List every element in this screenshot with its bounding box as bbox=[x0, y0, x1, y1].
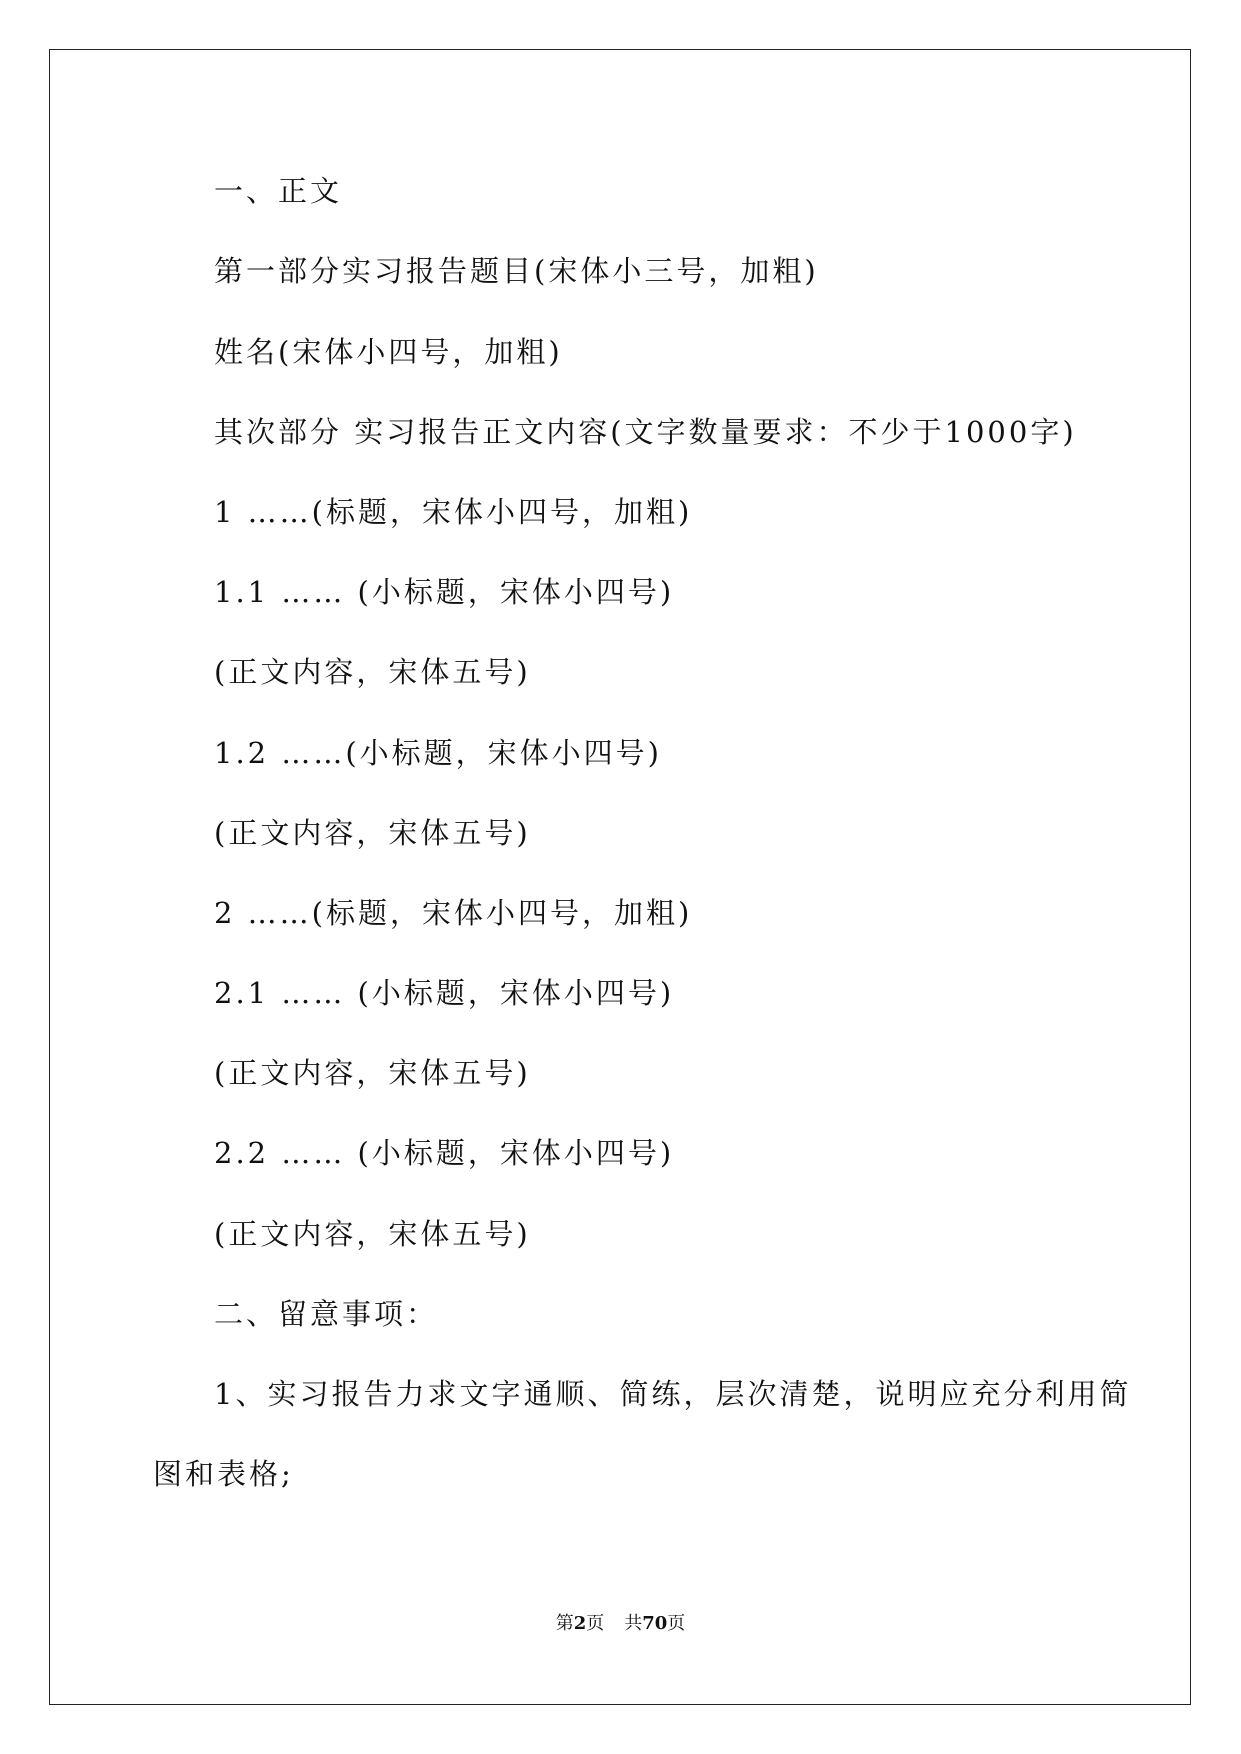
section-heading-body: 一、正文 bbox=[214, 174, 343, 208]
page-prefix: 第 bbox=[555, 1613, 574, 1634]
text-line: (正文内容，宋体五号) bbox=[214, 1217, 531, 1251]
text-line: (正文内容，宋体五号) bbox=[214, 816, 531, 850]
total-prefix: 共 bbox=[624, 1613, 643, 1634]
text-line: 1、实习报告力求文字通顺、简练，层次清楚，说明应充分利用简 bbox=[214, 1377, 1132, 1411]
total-pages: 70 bbox=[642, 1613, 668, 1634]
text-line: 1 ……(标题，宋体小四号，加粗) bbox=[214, 495, 693, 529]
total-suffix: 页 bbox=[667, 1613, 686, 1634]
text-line: 第一部分实习报告题目(宋体小三号，加粗) bbox=[214, 254, 819, 288]
page-footer bbox=[0, 1612, 1241, 1636]
text-line: 其次部分 实习报告正文内容(文字数量要求：不少于1000字) bbox=[214, 415, 1077, 449]
text-line: (正文内容，宋体五号) bbox=[214, 655, 531, 689]
text-line: 姓名(宋体小四号，加粗) bbox=[214, 335, 563, 369]
text-line: 2 ……(标题，宋体小四号，加粗) bbox=[214, 896, 693, 930]
text-line: 2.1 …… (小标题，宋体小四号) bbox=[214, 976, 675, 1010]
text-line: 2.2 …… (小标题，宋体小四号) bbox=[214, 1136, 675, 1170]
text-line: (正文内容，宋体五号) bbox=[214, 1056, 531, 1090]
text-line: 1.1 …… (小标题，宋体小四号) bbox=[214, 575, 675, 609]
page-number: 2 bbox=[573, 1613, 587, 1634]
text-line-continuation: 图和表格; bbox=[153, 1457, 294, 1491]
page-suffix: 页 bbox=[586, 1613, 605, 1634]
section-heading-notes: 二、留意事项： bbox=[214, 1297, 439, 1331]
text-line: 1.2 ……(小标题，宋体小四号) bbox=[214, 736, 662, 770]
